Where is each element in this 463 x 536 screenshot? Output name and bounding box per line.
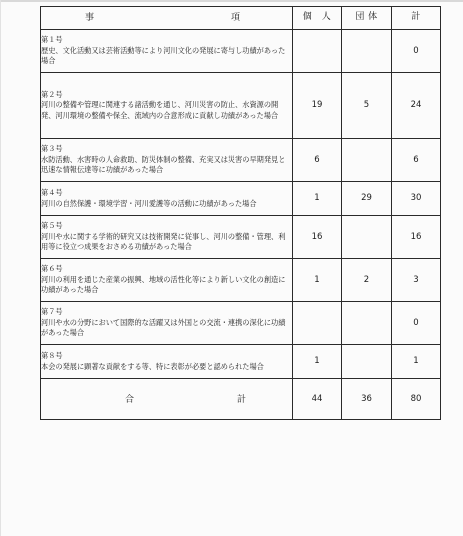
article-text: 河川の利用を通じた産業の振興、地域の活性化等により新しい文化の創造に功績があった場合 (41, 274, 286, 295)
header-total: 計 (392, 7, 441, 30)
table-header-row (41, 7, 441, 30)
article-text: 水防活動、水害時の人命救助、防災体制の整備、充実又は災害の早期発見と迅速な情報伝達等に功績があった場合 (41, 154, 286, 175)
row-description (41, 182, 293, 216)
table-row (41, 216, 441, 259)
article-number: 第７号 (41, 307, 63, 317)
total-group: 36 (342, 379, 392, 420)
individual-count: 1 (293, 182, 342, 216)
article-number: 第２号 (41, 89, 63, 99)
group-count: 2 (342, 259, 392, 302)
article-text: 河川や水の分野において国際的な活躍又は外国との交流・連携の深化に功績があった場合 (41, 317, 286, 338)
group-count: 29 (342, 182, 392, 216)
row-total: 30 (392, 182, 441, 216)
row-description (41, 30, 293, 73)
total-row (41, 379, 441, 420)
table-row (41, 259, 441, 302)
row-description (41, 216, 293, 259)
header-item-char2: 項 (231, 13, 241, 23)
article-text: 河川の整備や管理に関連する諸活動を通じ、河川災害の防止、水資源の開発、河川環境の整備や保全、流域内の合意形成に貢献し功績があった場合 (41, 100, 279, 120)
row-total: 16 (392, 216, 441, 259)
row-description (41, 345, 293, 379)
table-row (41, 345, 441, 379)
article-number: 第４号 (41, 188, 63, 198)
article-text: 河川の自然保護・環境学習・河川愛護等の活動に功績があった場合 (41, 198, 257, 208)
group-count (342, 302, 392, 345)
row-total: 0 (392, 30, 441, 73)
individual-count: 1 (293, 259, 342, 302)
row-description (41, 73, 293, 139)
row-description (41, 302, 293, 345)
row-total: 3 (392, 259, 441, 302)
group-count (342, 216, 392, 259)
individual-count: 6 (293, 139, 342, 182)
individual-count: 16 (293, 216, 342, 259)
article-number: 第１号 (41, 35, 63, 45)
row-total: 1 (392, 345, 441, 379)
total-label (41, 379, 293, 420)
row-total: 6 (392, 139, 441, 182)
grand-total: 80 (392, 379, 441, 420)
header-item (41, 7, 293, 30)
article-number: 第３号 (41, 144, 63, 154)
group-count (342, 345, 392, 379)
article-text: 歴史、文化活動又は芸術活動等により河川文化の発展に寄与し功績があった場合 (41, 45, 286, 66)
total-label-char2: 計 (237, 395, 247, 405)
row-total: 24 (392, 73, 441, 139)
row-description (41, 259, 293, 302)
table-row (41, 302, 441, 345)
scan-edge-left (0, 0, 1, 536)
individual-count (293, 30, 342, 73)
row-total: 0 (392, 302, 441, 345)
article-number: 第６号 (41, 264, 63, 274)
individual-count: 19 (293, 73, 342, 139)
article-number: 第５号 (41, 221, 63, 231)
group-count (342, 30, 392, 73)
table-row (41, 182, 441, 216)
scan-edge-top (0, 0, 463, 2)
row-description (41, 139, 293, 182)
individual-count (293, 302, 342, 345)
group-count (342, 139, 392, 182)
header-individual: 個 人 (293, 7, 342, 30)
header-group: 団 体 (342, 7, 392, 30)
total-label-char1: 合 (125, 395, 135, 405)
total-individual: 44 (293, 379, 342, 420)
table-row (41, 73, 441, 139)
article-text: 河川や水に関する学術的研究又は技術開発に従事し、河川の整備・管理、利用等に役立つ成果をおさめる功績があった場合 (41, 231, 286, 252)
individual-count: 1 (293, 345, 342, 379)
table-row (41, 139, 441, 182)
awards-table (40, 6, 441, 420)
article-number: 第８号 (41, 351, 63, 361)
group-count: 5 (342, 73, 392, 139)
article-text: 本会の発展に顕著な貢献をする等、特に表彰が必要と認められた場合 (41, 361, 264, 371)
table-row (41, 30, 441, 73)
header-item-char1: 事 (85, 13, 95, 23)
